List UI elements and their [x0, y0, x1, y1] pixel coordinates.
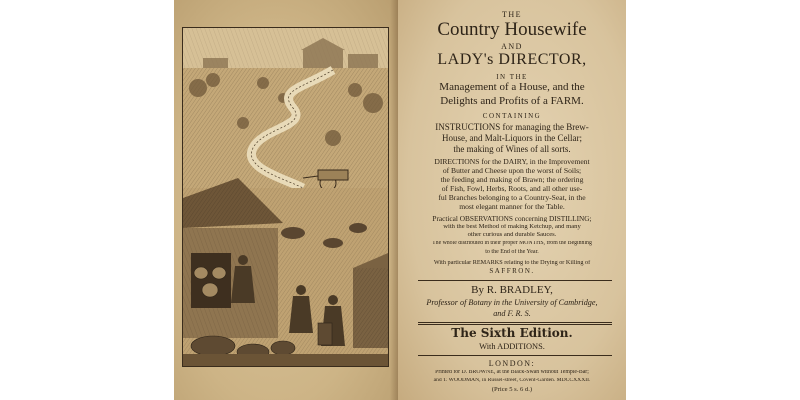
author-line: By R. BRADLEY,: [471, 285, 553, 296]
imprint-line: and T. WOODMAN, in Russel-street, Covent-Garden. MDCCXXXII.: [433, 378, 591, 383]
book-subtitle: LADY's DIRECTOR,: [437, 52, 587, 68]
title-the: THE: [501, 11, 523, 19]
separator-rule: [418, 322, 612, 325]
practical-line: Practical OBSERVATIONS concerning DISTILLING;: [432, 215, 592, 223]
directions-line: most elegant manner for the Table.: [459, 203, 565, 211]
directions-line: the feeding and making of Brawn; the ordering: [440, 176, 584, 184]
directions-line: DIRECTIONS for the DAIRY, in the Improvement: [434, 158, 590, 166]
frontispiece-engraving: [182, 27, 389, 367]
engraving-illustration: [183, 28, 388, 366]
practical-line: other curious and durable Sauces.: [467, 232, 557, 238]
edition-line: The Sixth Edition.: [451, 327, 573, 339]
book-title: Country Housewife: [437, 20, 587, 39]
separator-rule: [418, 355, 612, 356]
remarks-line: With particular REMARKS relating to the Drying or Killing of: [433, 260, 591, 266]
whole-line: to the End of the Year.: [485, 249, 539, 255]
professor-line: and F. R. S.: [493, 310, 531, 318]
imprint-line: Printed for D. BROWNE, at the Black-Swan without Temple-Bar;: [435, 370, 589, 375]
directions-line: of Butter and Cheese upon the worst of Soils;: [442, 167, 582, 175]
imprint-city: LONDON:: [488, 360, 536, 368]
separator-rule: [418, 280, 612, 281]
additions-line: With ADDITIONS.: [479, 343, 545, 351]
instructions-line: the making of Wines of all sorts.: [453, 145, 571, 154]
price-line: (Price 5 s. 6 d.): [491, 387, 533, 393]
practical-line: with the best Method of making Ketchup, and many: [443, 224, 581, 230]
directions-line: of Fish, Fowl, Herbs, Roots, and all other use-: [441, 185, 583, 193]
title-and: AND: [501, 43, 523, 51]
instructions-line: INSTRUCTIONS for managing the Brew-: [435, 123, 589, 132]
title-in-the: IN THE: [496, 74, 528, 81]
professor-line: Professor of Botany in the University of Cambridge,: [426, 299, 598, 307]
instructions-line: House, and Malt-Liquors in the Cellar;: [442, 134, 582, 143]
management-line-1: Management of a House, and the: [439, 82, 585, 93]
frontispiece-page: [174, 0, 398, 400]
remarks-line: SAFFRON.: [489, 268, 535, 275]
whole-line: The whole distributed in their proper MONTHS, from the Beginning: [432, 241, 592, 246]
directions-line: ful Branches belonging to a Country-Seat, in the: [438, 194, 586, 202]
management-line-2: Delights and Profits of a FARM.: [440, 96, 584, 107]
containing-label: CONTAINING: [482, 113, 542, 120]
book-spread: [174, 0, 626, 400]
title-page: [398, 0, 626, 400]
